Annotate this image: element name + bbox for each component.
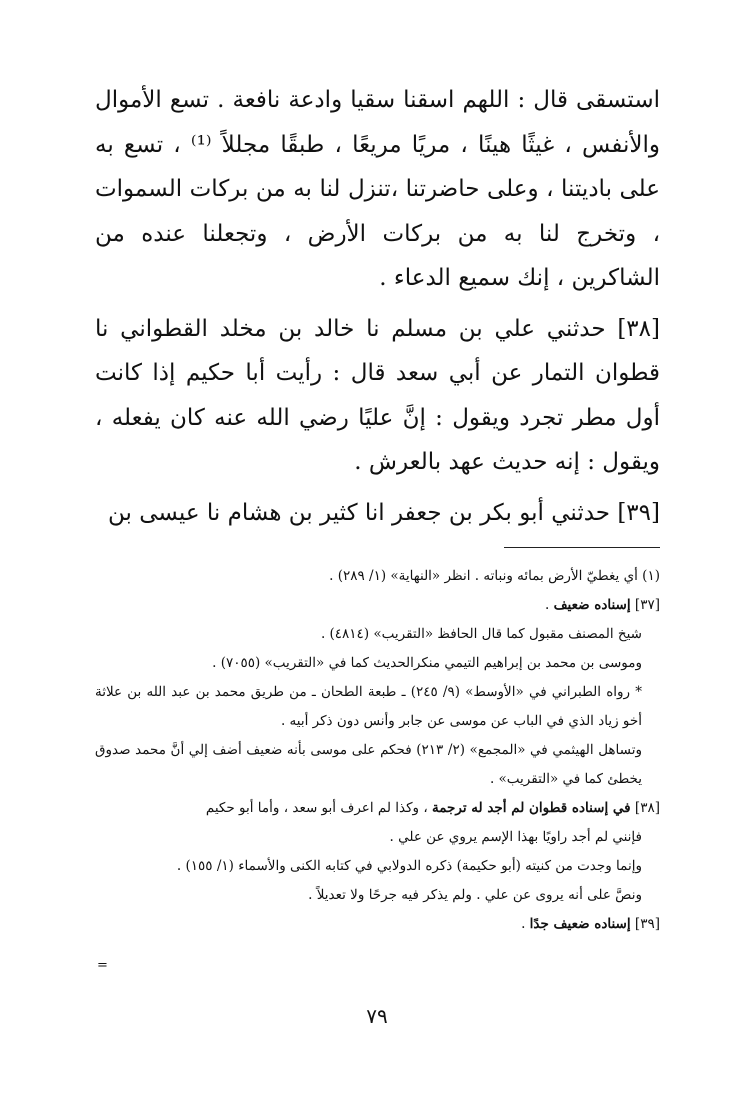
note-38-line: ونصَّ على أنه يروى عن علي . ولم يذكر فيه جرحًا ولا تعديلاً . (308, 887, 642, 903)
paragraph-prayer: استسقى قال : اللهم اسقنا سقيا وادعة نافعة . تسع الأموال والأنفس ، غيثًا هينًا ، مريًا مريعًا ، طبقًا مجللاً ⁽¹⁾ ، تسع به على باديتنا ، وعلى حاضرتنا ،تنزل لنا به من بركات السموات ، وتخرج لنا به من بركات الأرض ، وتجعلنا عنده من الشاكرين ، إنك سميع الدعاء . (95, 87, 660, 291)
footnote-separator (504, 547, 660, 548)
continuation-mark: = (97, 958, 108, 973)
note-37-heading: [٣٧] إسناده ضعيف . (544, 597, 660, 613)
note-37-line: وموسى بن محمد بن إبراهيم التيمي منكرالحديث كما في «التقريب» (٧٠٥٥) . (212, 655, 642, 671)
page-number: ٧٩ (366, 1004, 388, 1028)
footnote-1: (١) أي يغطيّ الأرض بمائه ونباته . انظر «النهاية» (١/ ٢٨٩) . (329, 568, 660, 584)
note-39-heading: [٣٩] إسناده ضعيف جدًا . (521, 916, 660, 932)
paragraph-39: [٣٩] حدثني أبو بكر بن جعفر انا كثير بن هشام نا عيسى بن (107, 499, 660, 526)
main-text (95, 78, 660, 535)
paragraph-38: [٣٨] حدثني علي بن مسلم نا خالد بن مخلد القطواني نا قطوان التمار عن أبي سعد قال : رأيت أبا حكيم إذا كانت أول مطر تجرد ويقول : إنَّ عليًا رضي الله عنه كان يفعله ، ويقول : إنه حديث عهد بالعرش . (95, 315, 660, 475)
note-38-line: فإنني لم أجد راويًا بهذا الإسم يروي عن علي . (389, 829, 642, 845)
footnote-separator-wrap (95, 535, 660, 562)
note-38-line: وإنما وجدت من كنيته (أبو حكيمة) ذكره الدولابي في كتابه الكنى والأسماء (١/ ١٥٥) . (176, 858, 642, 874)
page-body (95, 78, 660, 939)
note-37-line: شيخ المصنف مقبول كما قال الحافظ «التقريب» (٤٨١٤) . (320, 626, 642, 642)
footnotes (95, 562, 660, 939)
note-37-line: * رواه الطبراني في «الأوسط» (٩/ ٢٤٥) ـ طبعة الطحان ـ من طريق محمد بن عبد الله بن علاثة أخو زياد الذي في الباب عن موسى عن جابر وأنس دون ذكر أبيه . (95, 684, 642, 729)
note-37-line: وتساهل الهيثمي في «المجمع» (٢/ ٢١٣) فحكم على موسى بأنه ضعيف أضف إلي أنَّ محمد صدوق يخطئ كما في «التقريب» . (95, 742, 642, 787)
note-38-heading: [٣٨] في إسناده قطوان لم أجد له ترجمة ، وكذا لم اعرف أبو سعد ، وأما أبو حكيم (205, 800, 660, 816)
